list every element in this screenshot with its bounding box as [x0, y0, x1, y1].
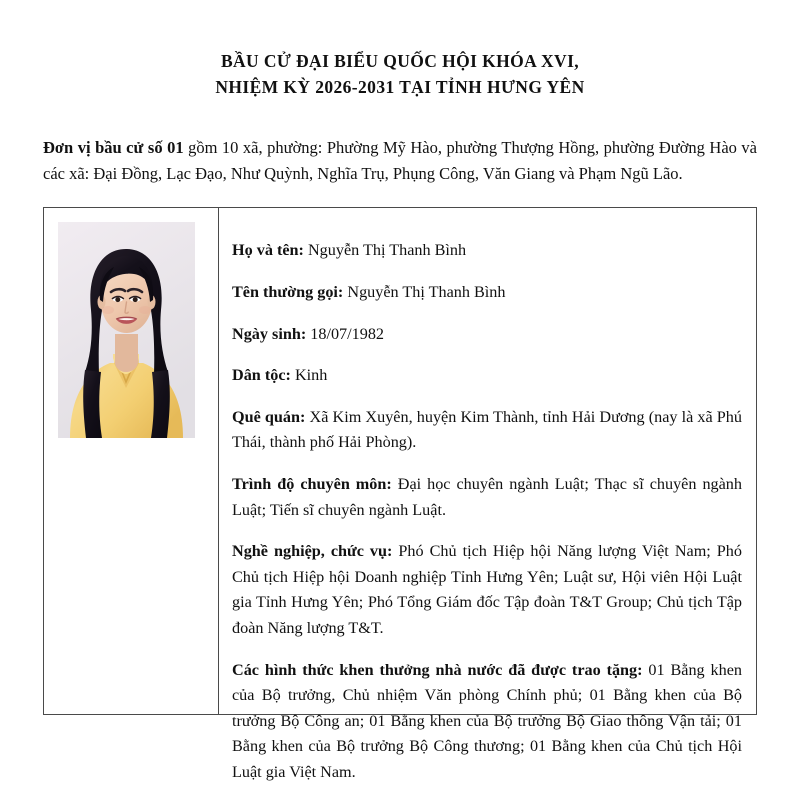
- field-awards-value: 01 Bằng khen của Bộ trưởng, Chủ nhiệm Văn phòng Chính phủ; 01 Bằng khen của Bộ trưởng Bộ Công an; 01 Bằng khen của Bộ trưởng Bộ Giao thông Vận tải; 01 Bằng khen của Bộ trưởng Bộ Công thương; 01 Bằng khen của Chủ tịch Hội Luật gia Việt Nam.: [232, 661, 742, 781]
- field-education-label: Trình độ chuyên môn:: [232, 475, 392, 493]
- candidate-table: [43, 207, 757, 715]
- field-ethnicity-label: Dân tộc:: [232, 366, 291, 384]
- field-awards: [232, 658, 742, 785]
- title-line-2: NHIỆM KỲ 2026-2031 TẠI TỈNH HƯNG YÊN: [0, 74, 800, 100]
- field-education: [232, 472, 742, 523]
- field-education-value: Đại học chuyên ngành Luật; Thạc sĩ chuyên ngành Luật; Tiến sĩ chuyên ngành Luật.: [232, 475, 742, 519]
- field-full-name: [232, 238, 742, 264]
- constituency-text: gồm 10 xã, phường: Phường Mỹ Hào, phường Thượng Hồng, phường Đường Hào và các xã: Đại Đồng, Lạc Đạo, Như Quỳnh, Nghĩa Trụ, Phụng Công, Văn Giang và Phạm Ngũ Lão.: [43, 138, 757, 183]
- field-hometown: [232, 405, 742, 456]
- candidate-info-cell: [219, 208, 756, 714]
- field-date-of-birth-label: Ngày sinh:: [232, 325, 306, 343]
- field-awards-label: Các hình thức khen thưởng nhà nước đã được trao tặng:: [232, 661, 643, 679]
- candidate-photo-cell: [44, 208, 219, 714]
- field-date-of-birth: [232, 322, 742, 348]
- field-date-of-birth-value: 18/07/1982: [306, 325, 384, 343]
- constituency-paragraph: [43, 135, 757, 187]
- page-title: [0, 48, 800, 100]
- field-occupation-value: Phó Chủ tịch Hiệp hội Năng lượng Việt Nam; Phó Chủ tịch Hiệp hội Doanh nghiệp Tỉnh Hưng Yên; Luật sư, Hội viên Hội Luật gia Tỉnh Hưng Yên; Phó Tổng Giám đốc Tập đoàn T&T Group; Chủ tịch Tập đoàn Năng lượng T&T.: [232, 542, 742, 637]
- portrait-illustration: [58, 222, 195, 438]
- field-common-name: [232, 280, 742, 306]
- constituency-label: Đơn vị bầu cử số 01: [43, 138, 184, 157]
- field-full-name-value: Nguyễn Thị Thanh Bình: [304, 241, 466, 259]
- field-hometown-value: Xã Kim Xuyên, huyện Kim Thành, tỉnh Hải Dương (nay là xã Phú Thái, thành phố Hải Phòng).: [232, 408, 742, 452]
- field-ethnicity-value: Kinh: [291, 366, 327, 384]
- field-ethnicity: [232, 363, 742, 389]
- field-common-name-label: Tên thường gọi:: [232, 283, 343, 301]
- field-occupation-label: Nghề nghiệp, chức vụ:: [232, 542, 392, 560]
- field-common-name-value: Nguyễn Thị Thanh Bình: [343, 283, 505, 301]
- candidate-portrait-photo: [58, 222, 195, 438]
- title-line-1: BẦU CỬ ĐẠI BIỂU QUỐC HỘI KHÓA XVI,: [0, 48, 800, 74]
- field-occupation: [232, 539, 742, 641]
- field-hometown-label: Quê quán:: [232, 408, 305, 426]
- field-full-name-label: Họ và tên:: [232, 241, 304, 259]
